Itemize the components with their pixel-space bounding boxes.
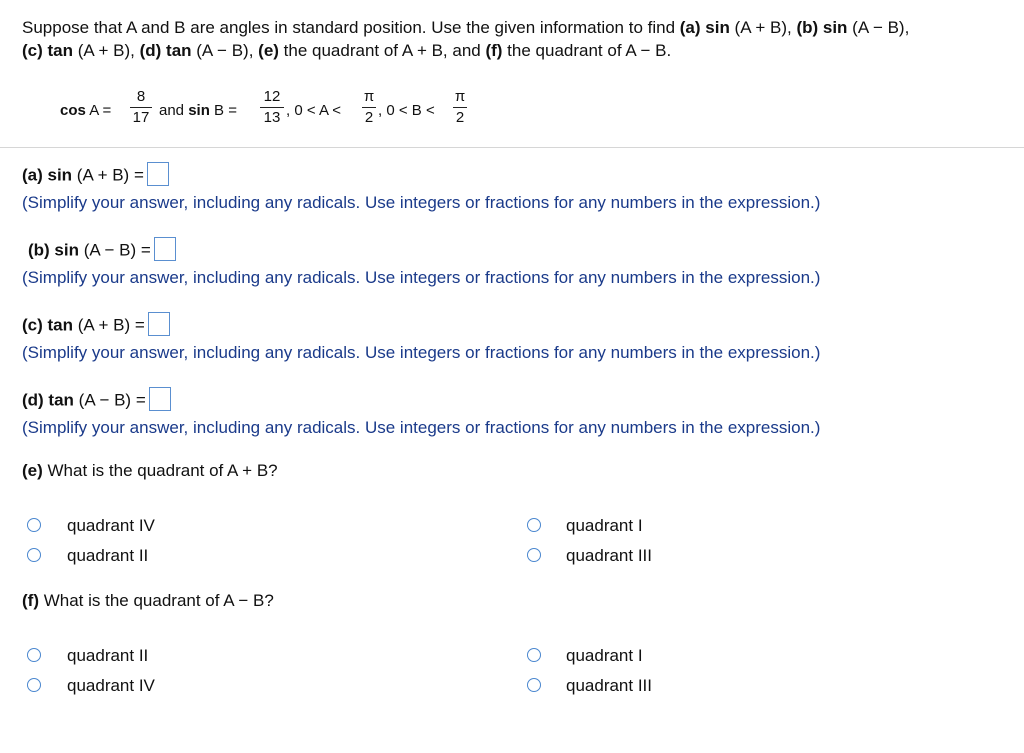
- answer-box-a[interactable]: [147, 162, 169, 186]
- part-d-hint: (Simplify your answer, including any radicals. Use integers or fractions for any numbers in the expression.): [22, 418, 821, 437]
- a-range-text: , 0 < A <: [286, 102, 342, 119]
- cos-a-denominator: 17: [132, 109, 150, 126]
- intro-d-expr: (A − B),: [191, 41, 259, 60]
- intro-text: Suppose that A and B are angles in standard position. Use the given information to find: [22, 18, 680, 37]
- option-f-quadrant-ii[interactable]: quadrant II: [67, 646, 149, 665]
- radio-e-quadrant-ii[interactable]: [27, 548, 41, 562]
- sin-b-denominator: 13: [263, 109, 281, 126]
- b-range-text: , 0 < B <: [378, 102, 435, 119]
- b-bound-fraction: π 2: [454, 88, 466, 126]
- radio-f-quadrant-ii[interactable]: [27, 648, 41, 662]
- part-b-label: (b) sin (A − B) =: [28, 239, 176, 263]
- sin-b-numerator: 12: [263, 88, 281, 105]
- sin-b-fraction: [260, 88, 284, 126]
- answer-box-c[interactable]: [148, 312, 170, 336]
- option-f-quadrant-i[interactable]: quadrant I: [566, 646, 643, 665]
- option-e-quadrant-iii[interactable]: quadrant III: [566, 546, 653, 565]
- intro-b-expr: (A − B),: [847, 18, 910, 37]
- intro-a-label: (a) sin: [679, 18, 730, 37]
- radio-e-quadrant-i[interactable]: [527, 518, 541, 532]
- a-bound-fraction: π 2: [363, 88, 375, 126]
- intro-c-expr: (A + B),: [73, 41, 140, 60]
- option-f-quadrant-iii[interactable]: quadrant III: [566, 676, 653, 695]
- cos-a-numerator: 8: [136, 88, 146, 105]
- part-a-hint: (Simplify your answer, including any radicals. Use integers or fractions for any numbers in the expression.): [22, 193, 821, 212]
- radio-e-quadrant-iii[interactable]: [527, 548, 541, 562]
- divider: [0, 147, 1024, 148]
- part-c-hint: (Simplify your answer, including any radicals. Use integers or fractions for any numbers in the expression.): [22, 343, 821, 362]
- intro-e-text: the quadrant of A + B, and: [278, 41, 486, 60]
- radio-f-quadrant-iii[interactable]: [527, 678, 541, 692]
- radio-f-quadrant-iv[interactable]: [27, 678, 41, 692]
- option-e-quadrant-i[interactable]: quadrant I: [566, 516, 643, 535]
- answer-box-d[interactable]: [149, 387, 171, 411]
- option-f-quadrant-iv[interactable]: quadrant IV: [67, 676, 155, 695]
- cos-a-label: cos A =: [60, 102, 112, 119]
- answer-box-b[interactable]: [154, 237, 176, 261]
- option-e-quadrant-ii[interactable]: quadrant II: [67, 546, 149, 565]
- part-c-label: (c) tan (A + B) =: [22, 314, 170, 338]
- radio-f-quadrant-i[interactable]: [527, 648, 541, 662]
- intro-c-label: (c) tan: [22, 41, 73, 60]
- intro-d-label: (d) tan: [139, 41, 192, 60]
- intro-f-label: (f): [485, 41, 503, 60]
- intro-f-text: the quadrant of A − B.: [502, 41, 672, 60]
- problem-statement: [22, 16, 1012, 62]
- part-a-label: (a) sin (A + B) =: [22, 164, 169, 188]
- intro-e-label: (e): [258, 41, 279, 60]
- intro-a-expr: (A + B),: [729, 18, 797, 37]
- question-e: (e) What is the quadrant of A + B?: [22, 461, 278, 480]
- option-e-quadrant-iv[interactable]: quadrant IV: [67, 516, 155, 535]
- sin-b-label: and sin B =: [159, 102, 237, 119]
- radio-e-quadrant-iv[interactable]: [27, 518, 41, 532]
- question-f: (f) What is the quadrant of A − B?: [22, 591, 274, 610]
- cos-a-fraction: [130, 88, 152, 126]
- part-b-hint: (Simplify your answer, including any radicals. Use integers or fractions for any numbers in the expression.): [22, 268, 821, 287]
- intro-b-label: (b) sin: [796, 18, 848, 37]
- part-d-label: (d) tan (A − B) =: [22, 389, 171, 413]
